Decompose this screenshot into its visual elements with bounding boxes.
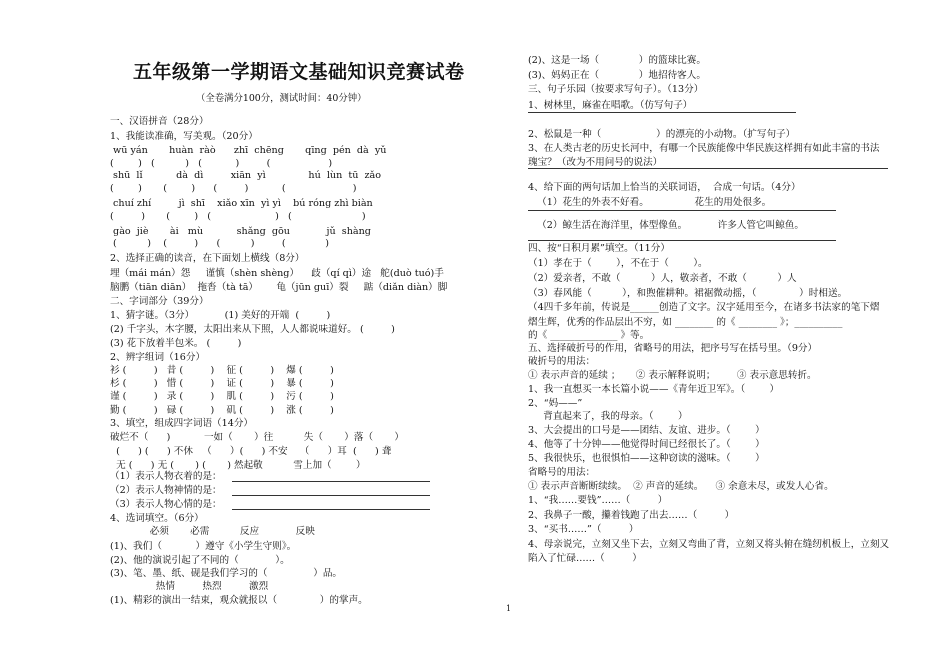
right-line-36: 陷入了忙碌……（ ）: [528, 553, 642, 564]
left-line-6: chuí zhí jì shī xiǎo xīn yì yì bú róng zhì biàn: [110, 198, 373, 209]
right-line-14: 四、按“日积月累”填空。（11分）: [528, 243, 670, 254]
answer-blank-line: [528, 240, 836, 241]
left-line-14: 1、猜字谜。（3分） (1) 美好的开端 ( ): [110, 310, 331, 321]
right-line-9: 4、给下面的两句话加上恰当的关联词语， 合成一句话。（4分）: [528, 182, 801, 193]
left-line-11: 埋（mái mán）怨 谨慎（shèn shèng） 歧（qí qì）途 舵(duò tuó)手: [110, 268, 444, 279]
right-line-17: （3）春风能（ ），和煦催耕种。裙裾微动摇，（ ）时相送。: [528, 288, 848, 299]
right-line-10: （1）花生的外表不好看。 花生的用处很多。: [528, 197, 772, 208]
right-line-26: 背直起来了，我的母亲。（ ）: [528, 411, 688, 422]
right-line-15: （1）孝在于（ ），不在于（ ）。: [528, 258, 708, 269]
right-line-30: 省略号的用法：: [528, 467, 596, 478]
left-line-18: 衫 ( ) 昔 ( ) 征 ( ) 爆 ( ): [110, 365, 334, 376]
right-line-25: 2、“妈——”: [528, 398, 583, 409]
left-line-33: (3)、笔、墨、纸、砚是我们学习的（ ）品。: [110, 568, 343, 579]
left-line-35: (1)、精彩的演出一结束，观众就报以（ ）的掌声。: [110, 595, 368, 606]
left-line-23: 破烂不（ ) 一如（ ）往 失（ ）落（ ）: [110, 432, 405, 443]
left-line-3: ( ) ( ) ( ) ( ): [110, 158, 333, 169]
left-line-21: 勤 ( ) 碌 ( ) 矶 ( ) 涨 ( ): [110, 405, 334, 416]
right-line-32: 1、“我……要钱”……（ ）: [528, 495, 668, 506]
right-line-20: 的《 ______________ 》等。: [528, 330, 650, 341]
left-line-0: 一、汉语拼音（28分）: [110, 116, 209, 127]
page-number: 1: [506, 604, 512, 613]
answer-blank-line: [232, 481, 430, 482]
exam-title: 五年级第一学期语文基础知识竞赛试卷: [133, 61, 465, 83]
left-line-8: gào jiè ài mù shǎng gōu jǔ shàng: [110, 226, 371, 237]
answer-blank-line: [232, 509, 430, 510]
left-line-34: 热情 热烈 激烈: [110, 581, 269, 592]
left-line-27: （2）表示人物神情的是：: [110, 485, 222, 496]
left-line-32: (2)、他的演说引起了不同的（ ）。: [110, 555, 290, 566]
left-line-1: 1、我能读准确，写美观。（20分）: [110, 131, 258, 142]
right-line-19: 熠生辉，优秀的作品层出不穷，如 ________ 的《 ________ 》；__________: [528, 317, 843, 328]
left-line-2: wū yán huàn ràò zhī chēng qīng pén dà yǔ: [110, 145, 387, 156]
right-line-7: 瑰宝？（改为不用问号的说法）: [528, 157, 663, 168]
left-line-19: 杉 ( ) 惜 ( ) 证 ( ) 暴 ( ): [110, 378, 334, 389]
answer-blank-line: [232, 495, 430, 496]
left-line-20: 谨 ( ) 录 ( ) 肌 ( ) 污 ( ): [110, 391, 334, 402]
right-line-24: 1、我一直想买一本长篇小说——《青年近卫军》。（ ）: [528, 384, 780, 395]
right-line-12: （2）鲸生活在海洋里，体型像鱼。 许多人管它叫鲸鱼。: [528, 220, 804, 231]
right-line-1: (3)、妈妈正在（ ）地招待客人。: [528, 70, 706, 81]
left-line-31: (1)、我们（ ）遵守《小学生守则》。: [110, 541, 297, 552]
left-line-17: 2、辨字组词（16分）: [110, 352, 206, 363]
right-line-27: 3、大会提出的口号是——团结、友谊、进步。（ ）: [528, 425, 765, 436]
right-line-34: 3、“买书……”（ ）: [528, 524, 639, 535]
right-line-29: 5、我很快乐，也很惧怕——这种窃读的滋味。（ ）: [528, 453, 765, 464]
answer-blank-line: [528, 210, 836, 211]
left-line-9: ( ) ( ) ( ) ( ): [110, 238, 330, 249]
left-line-7: ( ) ( ) ( ) ( ): [110, 211, 366, 222]
right-line-18: （4四千多年前，传说是______创造了文字。汉字延用至今，在诸多书法家的笔下熠: [528, 302, 880, 313]
left-line-16: (3) 花下放着半包米。 ( ): [110, 338, 242, 349]
left-line-10: 2、选择正确的读音，在下面划上横线（8分）: [110, 253, 305, 264]
right-line-21: 五、选择破折号的作用，省略号的用法，把序号写在括号里。（9分）: [528, 343, 818, 354]
left-line-15: (2) 千字头，木字腰，太阳出来从下照，人人都说味道好。 ( ): [110, 324, 395, 335]
answer-blank-line: [528, 112, 796, 113]
left-line-29: 4、选词填空。（6分）: [110, 513, 204, 524]
right-line-6: 3、在人类古老的历史长河中，有哪一个民族能像中华民族这样拥有如此丰富的书法: [528, 143, 880, 154]
left-line-13: 二、字词部分（39分）: [110, 296, 209, 307]
right-line-0: (2)、这是一场（ ）的篮球比赛。: [528, 55, 706, 66]
exam-subtitle: （全卷满分100分，测试时间：40分钟）: [196, 93, 367, 104]
answer-blank-line: [528, 168, 888, 169]
left-line-26: （1）表示人物衣着的是：: [110, 471, 222, 482]
right-line-2: 三、句子乐园（按要求写句子）。（13分）: [528, 84, 704, 95]
right-line-31: ① 表示声音断断续续。 ② 声音的延续。 ③ 余意未尽，或发人心省。: [528, 481, 834, 492]
left-line-22: 3、填空，组成四字词语（14分）: [110, 418, 254, 429]
right-line-33: 2、我鼻子一酸，攥着钱跑了出去……（ ）: [528, 510, 735, 521]
left-line-25: 无 ( ) 无 ( ) ( ) 然起敬 雪上加（ ）: [110, 460, 366, 471]
right-line-22: 破折号的用法：: [528, 356, 596, 367]
right-line-5: 2、松鼠是一种（ ）的漂亮的小动物。（扩写句子）: [528, 129, 796, 140]
left-line-30: 必须 必需 反应 反映: [110, 526, 315, 537]
right-line-35: 4、母亲说完，立刻又坐下去，立刻又弯曲了背，立刻又将头俯在缝纫机板上，立刻又: [528, 539, 890, 550]
left-line-5: ( ) ( ) ( ) ( ): [110, 183, 357, 194]
right-line-16: （2）爱亲者，不敢（ ）人，敬亲者，不敢（ ）人: [528, 273, 797, 284]
right-line-23: ① 表示声音的延续 ； ② 表示解释说明； ③ 表示意思转折。: [528, 370, 817, 381]
right-line-3: 1、树林里，麻雀在唱歌。（仿写句子）: [528, 100, 693, 111]
left-line-28: （3）表示人物心情的是：: [110, 499, 222, 510]
left-line-4: shū lǐ dà dì xiān yì hú lùn tū zǎo: [110, 170, 382, 181]
left-line-12: 脑鹏（tiān diān） 拖沓（tà tā） 龟（jūn guī）裂 踮（diǎn diàn）脚: [110, 282, 448, 293]
right-line-28: 4、他等了十分钟——他觉得时间已经很长了。（ ）: [528, 439, 765, 450]
left-line-24: ( ) ( ) 不休 （ ）( ) 不安 （ ）耳 ( ) 聋: [110, 446, 392, 457]
